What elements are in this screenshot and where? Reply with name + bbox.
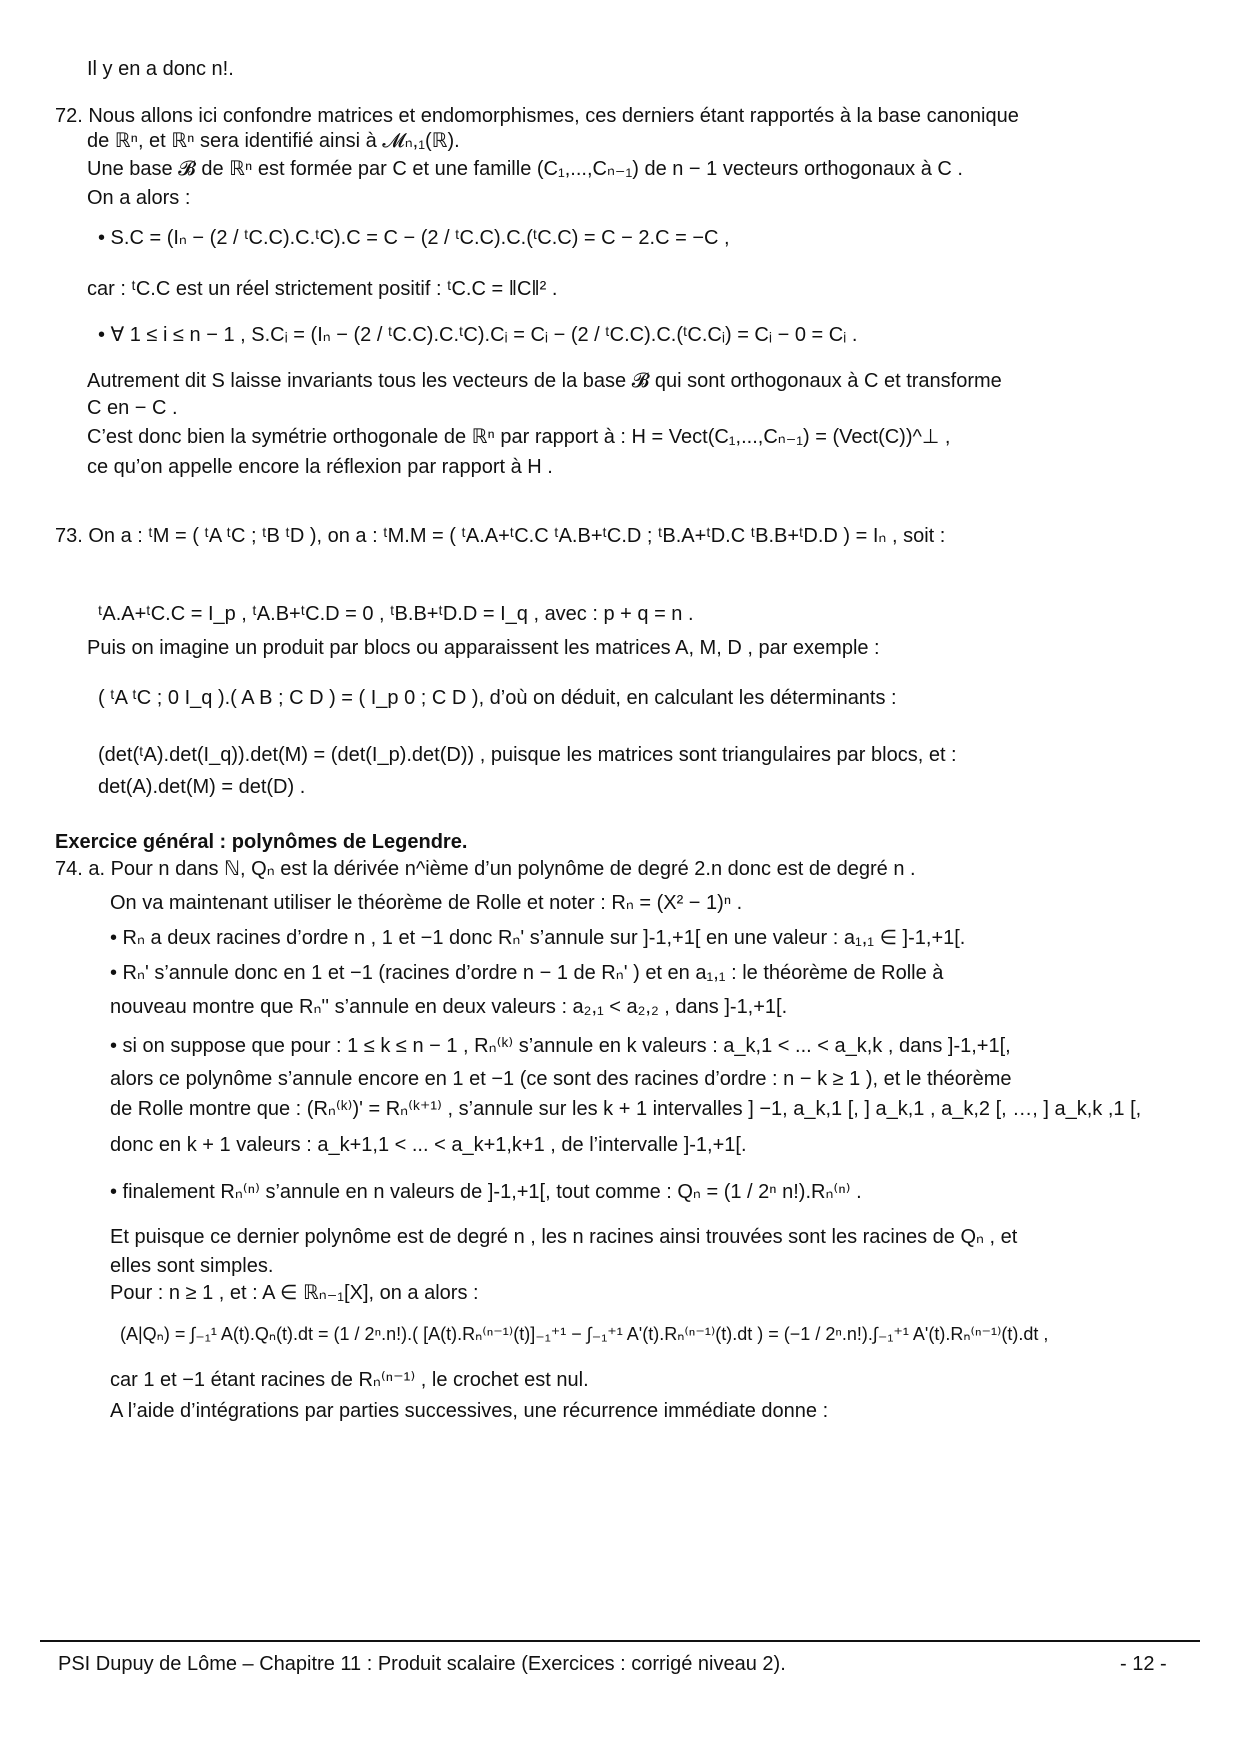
formula-line: (det(ᵗA).det(I_q)).det(M) = (det(I_p).det(D)) , puisque les matrices sont triangulaires par blocs, et :	[98, 744, 957, 766]
formula-line: • S.C = (Iₙ − (2 / ᵗC.C).C.ᵗC).C = C − (2 / ᵗC.C).C.(ᵗC.C) = C − 2.C = −C ,	[98, 227, 730, 249]
text-line: Une base 𝓑 de ℝⁿ est formée par C et une famille (C₁,...,Cₙ₋₁) de n − 1 vecteurs orthogonaux à C .	[87, 158, 963, 180]
text-line: • Rₙ' s’annule donc en 1 et −1 (racines d’ordre n − 1 de Rₙ' ) et en a₁,₁ : le théorème de Rolle à	[110, 962, 944, 984]
text-line: • Rₙ a deux racines d’ordre n , 1 et −1 donc Rₙ' s’annule sur ]-1,+1[ en une valeur : a₁,₁ ∈ ]-1,+1[.	[110, 927, 966, 949]
text-line: On a alors :	[87, 187, 191, 209]
formula-line: ( ᵗA ᵗC ; 0 I_q ).( A B ; C D ) = ( I_p 0 ; C D ), d’où on déduit, en calculant les déterminants :	[98, 687, 897, 709]
text-line: Autrement dit S laisse invariants tous les vecteurs de la base 𝓑 qui sont orthogonaux à C et transforme	[87, 370, 1002, 392]
text-line: Pour : n ≥ 1 , et : A ∈ ℝₙ₋₁[X], on a alors :	[110, 1282, 479, 1304]
text-line: de ℝⁿ, et ℝⁿ sera identifié ainsi à 𝓜ₙ,₁(ℝ).	[87, 130, 460, 152]
text-line: • si on suppose que pour : 1 ≤ k ≤ n − 1 , Rₙ⁽ᵏ⁾ s’annule en k valeurs : a_k,1 < ... < a_k,k , dans ]-1,+1[,	[110, 1035, 1011, 1057]
text-line: Puis on imagine un produit par blocs ou apparaissent les matrices A, M, D , par exemple :	[87, 637, 880, 659]
formula-line: (A|Qₙ) = ∫₋₁¹ A(t).Qₙ(t).dt = (1 / 2ⁿ.n!).( [A(t).Rₙ⁽ⁿ⁻¹⁾(t)]₋₁⁺¹ − ∫₋₁⁺¹ A'(t).Rₙ⁽ⁿ⁻¹⁾(t).dt ) = (−1 / 2ⁿ.n!).∫₋₁⁺¹ A'(t).Rₙ⁽ⁿ⁻¹⁾(t).dt ,	[120, 1324, 1049, 1344]
text-line: nouveau montre que Rₙ'' s’annule en deux valeurs : a₂,₁ < a₂,₂ , dans ]-1,+1[.	[110, 996, 788, 1018]
exercise-74-heading: 74. a. Pour n dans ℕ, Qₙ est la dérivée n^ième d’un polynôme de degré 2.n donc est de degré n .	[55, 858, 916, 880]
footer-text: PSI Dupuy de Lôme – Chapitre 11 : Produit scalaire (Exercices : corrigé niveau 2).	[58, 1653, 786, 1675]
page-number: - 12 -	[1120, 1653, 1167, 1675]
text-line: Il y en a donc n!.	[87, 58, 234, 80]
text-line: donc en k + 1 valeurs : a_k+1,1 < ... < a_k+1,k+1 , de l’intervalle ]-1,+1[.	[110, 1134, 747, 1156]
text-line: A l’aide d’intégrations par parties successives, une récurrence immédiate donne :	[110, 1400, 829, 1422]
section-title: Exercice général : polynômes de Legendre.	[55, 831, 468, 853]
text-line: ce qu’on appelle encore la réflexion par rapport à H .	[87, 456, 553, 478]
exercise-72-heading: 72. Nous allons ici confondre matrices et endomorphismes, ces derniers étant rapportés à la base canonique	[55, 105, 1019, 127]
formula-line: • ∀ 1 ≤ i ≤ n − 1 , S.Cᵢ = (Iₙ − (2 / ᵗC.C).C.ᵗC).Cᵢ = Cᵢ − (2 / ᵗC.C).C.(ᵗC.Cᵢ) = Cᵢ − 0 = Cᵢ .	[98, 324, 858, 346]
text-line: Et puisque ce dernier polynôme est de degré n , les n racines ainsi trouvées sont les racines de Qₙ , et	[110, 1226, 1018, 1248]
text-line: C’est donc bien la symétrie orthogonale de ℝⁿ par rapport à : H = Vect(C₁,...,Cₙ₋₁) = (Vect(C))^⊥ ,	[87, 426, 951, 448]
text-line: car 1 et −1 étant racines de Rₙ⁽ⁿ⁻¹⁾ , le crochet est nul.	[110, 1369, 589, 1391]
exercise-73-heading: 73. On a : ᵗM = ( ᵗA ᵗC ; ᵗB ᵗD ), on a : ᵗM.M = ( ᵗA.A+ᵗC.C ᵗA.B+ᵗC.D ; ᵗB.A+ᵗD.C ᵗB.B+ᵗD.D ) = Iₙ , soit :	[55, 525, 946, 547]
text-line: alors ce polynôme s’annule encore en 1 et −1 (ce sont des racines d’ordre : n − k ≥ 1 ), et le théorème	[110, 1068, 1012, 1090]
text-line: • finalement Rₙ⁽ⁿ⁾ s’annule en n valeurs de ]-1,+1[, tout comme : Qₙ = (1 / 2ⁿ n!).Rₙ⁽ⁿ⁾ .	[110, 1181, 862, 1203]
text-line: de Rolle montre que : (Rₙ⁽ᵏ⁾)' = Rₙ⁽ᵏ⁺¹⁾ , s’annule sur les k + 1 intervalles ] −1, a_k,1 [, ] a_k,1 , a_k,2 [, …, ] a_k,k ,1 [,	[110, 1098, 1142, 1120]
formula-line: ᵗA.A+ᵗC.C = I_p , ᵗA.B+ᵗC.D = 0 , ᵗB.B+ᵗD.D = I_q , avec : p + q = n .	[98, 603, 694, 625]
text-line: car : ᵗC.C est un réel strictement positif : ᵗC.C = ‖C‖² .	[87, 278, 558, 300]
formula-line: det(A).det(M) = det(D) .	[98, 776, 306, 798]
footer-divider	[40, 1640, 1200, 1642]
text-line: On va maintenant utiliser le théorème de Rolle et noter : Rₙ = (X² − 1)ⁿ .	[110, 892, 743, 914]
text-line: C en − C .	[87, 397, 178, 419]
text-line: elles sont simples.	[110, 1255, 274, 1277]
